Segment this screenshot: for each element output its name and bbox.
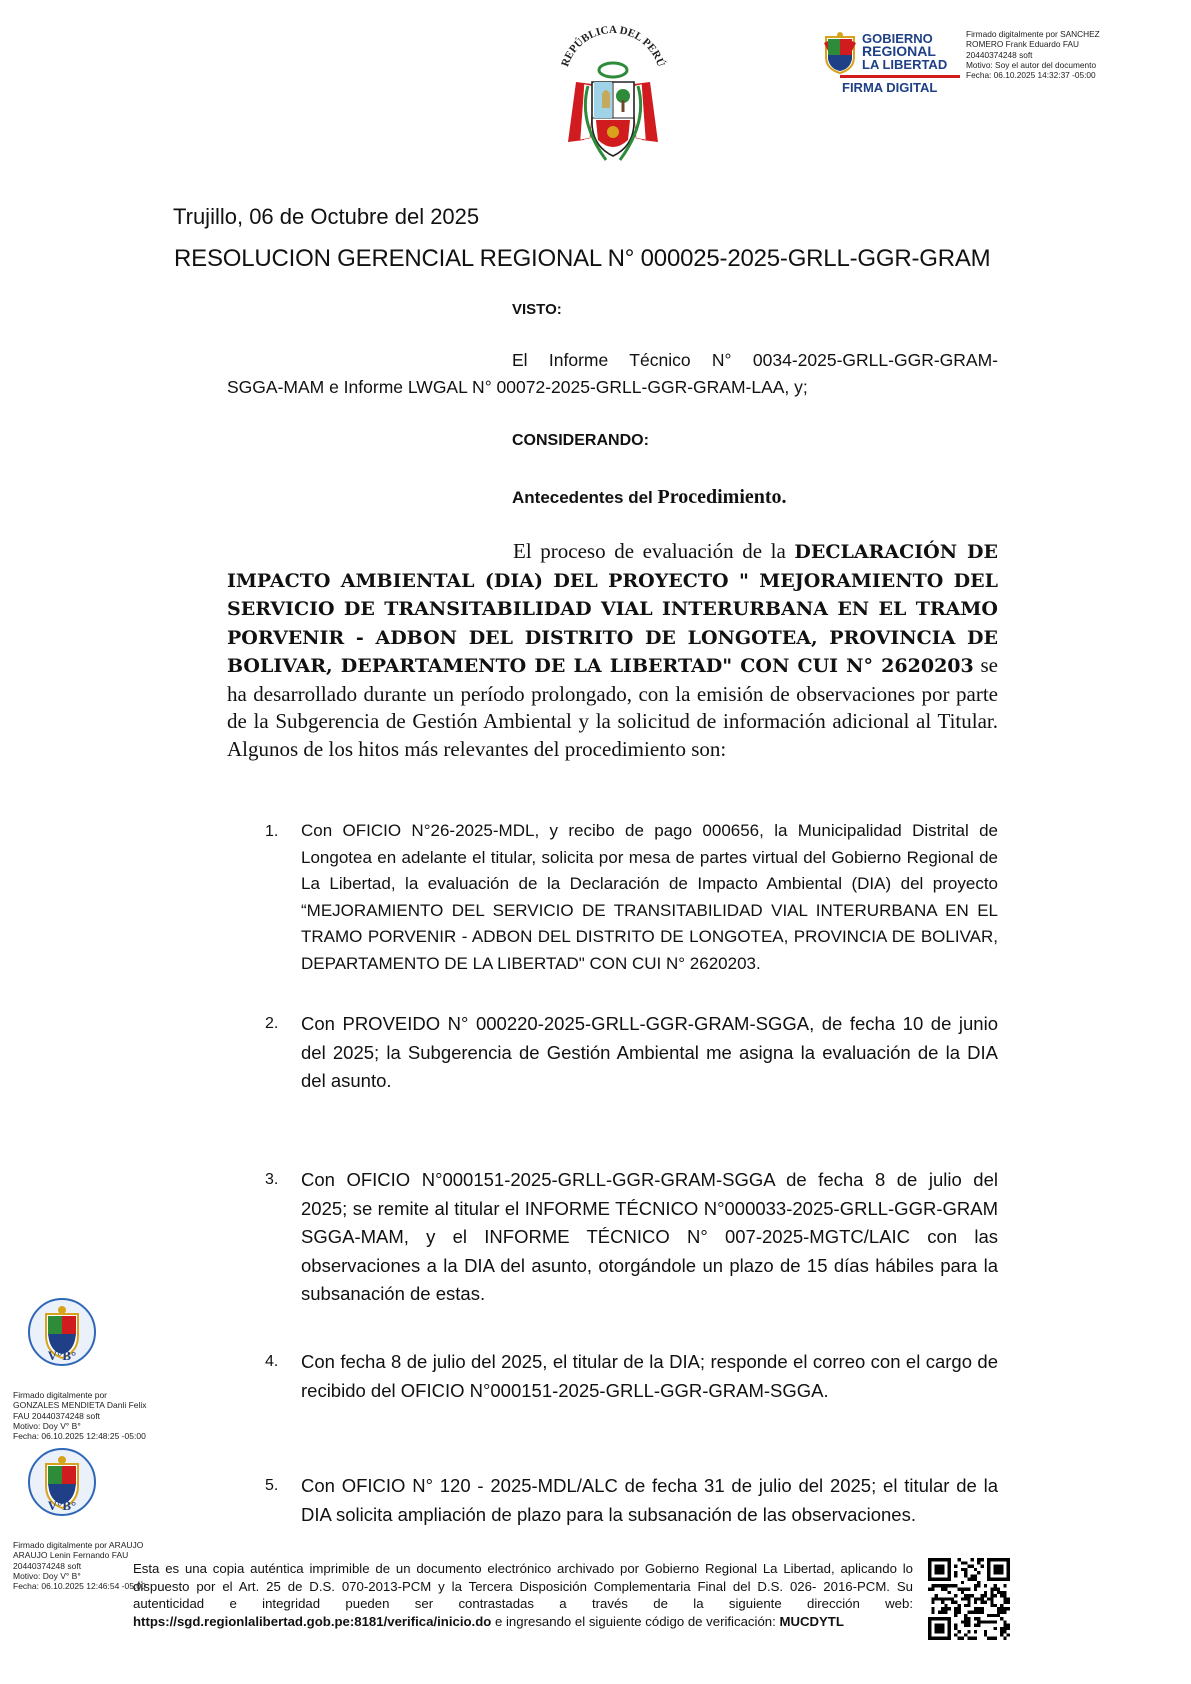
list-item-number: 1. (265, 823, 279, 840)
vobo-seal-1 (26, 1296, 98, 1401)
list-item-number: 4. (265, 1353, 279, 1370)
qr-code (928, 1558, 1010, 1640)
antecedentes-paragraph (227, 538, 998, 763)
gore-logo-line: REGIONAL (862, 43, 936, 59)
vobo-seal-2 (26, 1446, 98, 1551)
list-item-number: 3. (265, 1171, 279, 1188)
gore-shield-logo (822, 31, 858, 75)
digital-signature-author (966, 29, 1166, 80)
signature-line: FAU 20440374248 soft (13, 1410, 100, 1421)
signature-line: 20440374248 soft (966, 49, 1033, 60)
antecedentes-part: Procedimiento. (657, 486, 787, 508)
signature-line: Firmado digitalmente por ARAUJO (13, 1540, 144, 1550)
list-item-number: 5. (265, 1477, 279, 1494)
list-item-text: Con fecha 8 de julio del 2025, el titular de la DIA; responde el correo con el cargo de recibido del OFICIO N°000151-2025-GRLL-GGR-GRAM-SGGA. (301, 1351, 998, 1401)
signature-line: ROMERO Frank Eduardo FAU (966, 39, 1079, 50)
coat-of-arms-icon (548, 22, 678, 164)
document-date: Trujillo, 06 de Octubre del 2025 (173, 204, 480, 229)
signature-line: Fecha: 06.10.2025 14:32:37 -05:00 (966, 70, 1096, 81)
gore-logo-line: LA LIBERTAD (862, 57, 948, 72)
gore-shield-icon (822, 31, 858, 75)
signature-line: Fecha: 06.10.2025 12:48:25 -05:00 (13, 1431, 146, 1442)
vobo-signature-1 (13, 1390, 178, 1441)
resolution-title: RESOLUCION GERENCIAL REGIONAL N° 000025-2025-GRLL-GGR-GRAM (174, 245, 991, 272)
antecedentes-heading (512, 486, 787, 509)
signature-line: Motivo: Soy el autor del documento (966, 59, 1097, 70)
list-item-text: Con OFICIO N° 120 - 2025-MDL/ALC de fecha 31 de julio del 2025; el titular de la DIA solicita ampliación de plazo para la subsanación de las observaciones. (301, 1475, 998, 1525)
verification-link[interactable]: https://sgd.regionlalibertad.gob.pe:8181/verifica/inicio.do (133, 1613, 492, 1629)
signature-line: ARAUJO Lenin Fernando FAU (13, 1550, 129, 1561)
antecedentes-part: Antecedentes del (512, 488, 658, 507)
footer-text: Esta es una copia auténtica imprimible de un documento electrónico archivado por Gobierno Regional La Libertad, aplicando lo dispuesto por el Art. 25 de D.S. 070-2013-PCM y la Tercera Disposición Complementaria Final del D.S. 026- 2016-PCM. Su autenticidad e integridad pueden ser contrastadas a través de la siguiente dirección web: (133, 1561, 913, 1612)
list-item-number: 2. (265, 1015, 279, 1032)
paragraph-text: se ha desarrollado durante un período prolongado, con la emisión de observaciones por parte de la Subgerencia de Gestión Ambiental y la solicitud de información adicional al Titular. Algunos de los hitos más relevantes del procedimiento son: (227, 653, 998, 761)
gore-divider (840, 75, 960, 78)
qr-code-icon (928, 1558, 1010, 1640)
signature-line: Motivo: Doy V° B° (13, 1570, 81, 1581)
vobo-seal-label: V°B° (47, 1498, 77, 1513)
gore-logo-line: GOBIERNO (862, 31, 933, 46)
list-item-text: Con OFICIO N°000151-2025-GRLL-GGR-GRAM-SGGA de fecha 8 de julio del 2025; se remite al titular el INFORME TÉCNICO N°000033-2025-GRLL-GGR-GRAM SGGA-MAM, y el INFORME TÉCNICO N° 007-2025-MGTC/LAIC con las observaciones a la DIA del asunto, otorgándole un plazo de 15 días hábiles para la subsanación de estas. (301, 1169, 998, 1304)
crest-text: REPÚBLICA DEL PERÚ (559, 23, 667, 69)
signature-line: Motivo: Doy V° B° (13, 1420, 81, 1431)
footer-text: e ingresando el siguiente código de verificación: (491, 1613, 780, 1629)
paragraph-bold-text: DECLARACIÓN DE IMPACTO AMBIENTAL (DIA) DEL PROYECTO " MEJORAMIENTO DEL SERVICIO DE TRANSITABILIDAD VIAL INTERURBANA EN EL TRAMO PORVENIR - ADBON DEL DISTRITO DE LONGOTEA, PROVINCIA DE BOLIVAR, DEPARTAMENTO DE LA LIBERTAD" CON CUI N° 2620203 (227, 541, 999, 677)
considerando-heading: CONSIDERANDO: (512, 432, 649, 449)
list-item-text: Con OFICIO N°26-2025-MDL, y recibo de pago 000656, la Municipalidad Distrital de Longotea en adelante el titular, solicita por mesa de partes virtual del Gobierno Regional de La Libertad, la evaluación de la Declaración de Impacto Ambiental (DIA) del proyecto “MEJORAMIENTO DEL SERVICIO DE TRANSITABILIDAD VIAL INTERURBANA EN EL TRAMO PORVENIR - ADBON DEL DISTRITO DE LONGOTEA, PROVINCIA DE BOLIVAR, DEPARTAMENTO DE LA LIBERTAD" CON CUI N° 2620203. (301, 821, 998, 973)
vobo-seal-label: V°B° (47, 1348, 77, 1363)
verification-code: MUCDYTL (779, 1613, 844, 1629)
firma-digital-label: FIRMA DIGITAL (842, 80, 938, 95)
visto-heading: VISTO: (512, 301, 562, 318)
signature-line: Firmado digitalmente por (13, 1390, 108, 1400)
signature-line: 20440374248 soft (13, 1560, 82, 1571)
verification-footer (133, 1560, 913, 1630)
visto-text-line1: El Informe Técnico N° 0034-2025-GRLL-GGR-GRAM- (512, 350, 998, 370)
visto-text-line2: SGGA-MAM e Informe LWGAL N° 00072-2025-GRLL-GGR-GRAM-LAA, y; (227, 377, 808, 397)
paragraph-text: El proceso de evaluación de la (513, 539, 795, 563)
signature-line: Firmado digitalmente por SANCHEZ (966, 29, 1100, 39)
peru-coat-of-arms (548, 22, 678, 164)
vobo-seal-icon (26, 1446, 98, 1546)
vobo-seal-icon (26, 1296, 98, 1396)
signature-line: Fecha: 06.10.2025 12:46:54 -05:00 (13, 1581, 146, 1592)
list-item-text: Con PROVEIDO N° 000220-2025-GRLL-GGR-GRAM-SGGA, de fecha 10 de junio del 2025; la Subgerencia de Gestión Ambiental me asigna la evaluación de la DIA del asunto. (301, 1013, 998, 1091)
signature-line: GONZALES MENDIETA Danli Felix (13, 1400, 147, 1411)
gore-logo-text (862, 32, 947, 71)
